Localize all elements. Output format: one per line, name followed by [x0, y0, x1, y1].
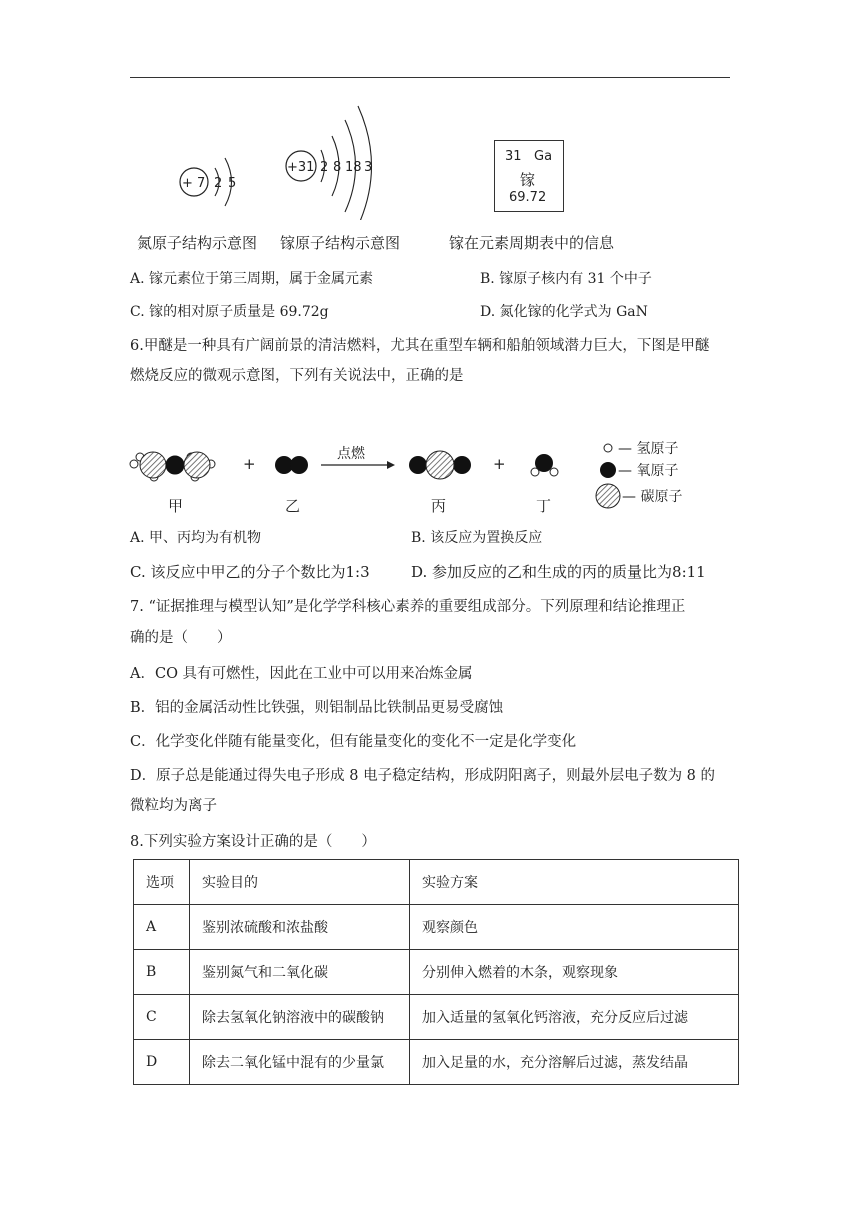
q6-option-c: C. 该反应中甲乙的分子个数比为1:3 — [130, 563, 370, 581]
legend-c-icon — [596, 484, 620, 508]
q8-stem: 8.下列实验方案设计正确的是（ ） — [130, 834, 376, 850]
legend-o-icon — [600, 462, 616, 478]
q7-stem-line2: 确的是（ ） — [130, 630, 232, 646]
gallium-shell-1-count: 2 — [320, 160, 329, 175]
nitrogen-caption: 氮原子结构示意图 — [137, 234, 258, 252]
pt-atomic-mass: 69.72 — [509, 190, 547, 205]
label-jia: 甲 — [168, 497, 184, 515]
q7-option-d-line2: 微粒均为离子 — [130, 798, 217, 814]
legend-o-label: — 氧原子 — [618, 463, 679, 479]
gallium-nucleus-label: +31 — [287, 160, 315, 175]
header-option: 选项 — [134, 860, 190, 905]
table-row — [134, 950, 739, 995]
q6-option-b: B. 该反应为置换反应 — [411, 530, 543, 546]
o-atom — [290, 456, 308, 474]
row-c-purpose: 除去氢氧化钠溶液中的碳酸钠 — [190, 995, 410, 1040]
label-bing: 丙 — [431, 497, 447, 515]
o-atom — [166, 456, 184, 474]
atom-structure-figure — [165, 100, 395, 220]
h-atom — [531, 468, 539, 476]
q5-option-b: B. 镓原子核内有 31 个中子 — [480, 271, 652, 287]
periodic-caption: 镓在元素周期表中的信息 — [449, 234, 615, 252]
q6-option-d: D. 参加反应的乙和生成的丙的质量比为8:11 — [411, 563, 706, 581]
molecule-ding — [531, 454, 558, 476]
reaction-diagram — [125, 435, 705, 525]
q7-option-b: B．铝的金属活动性比铁强，则铝制品比铁制品更易受腐蚀 — [130, 700, 504, 716]
row-d-option: D — [134, 1040, 190, 1085]
table-row — [134, 905, 739, 950]
q6-stem-line1: 6.甲醚是一种具有广阔前景的清洁燃料，尤其在重型车辆和船舶领域潜力巨大，下图是甲醚 — [130, 338, 710, 354]
row-b-option: B — [134, 950, 190, 995]
label-ding: 丁 — [536, 497, 552, 515]
gallium-atom-diagram — [286, 106, 372, 220]
nitrogen-shell-2-count: 5 — [228, 176, 237, 191]
q7-option-a: A．CO 具有可燃性，因此在工业中可以用来冶炼金属 — [130, 666, 473, 682]
o-atom — [453, 456, 471, 474]
header-purpose: 实验目的 — [190, 860, 410, 905]
c-atom — [426, 451, 454, 479]
row-b-purpose: 鉴别氮气和二氧化碳 — [190, 950, 410, 995]
row-a-plan: 观察颜色 — [410, 905, 739, 950]
table-row — [134, 995, 739, 1040]
q7-stem-line1: 7. “证据推理与模型认知”是化学学科核心素养的重要组成部分。下列原理和结论推理正 — [130, 599, 686, 615]
nitrogen-shell-1-count: 2 — [214, 176, 223, 191]
q7-option-c: C．化学变化伴随有能量变化，但有能量变化的变化不一定是化学变化 — [130, 734, 577, 750]
q5-option-c: C. 镓的相对原子质量是 69.72g — [130, 304, 329, 320]
row-d-plan: 加入足量的水，充分溶解后过滤，蒸发结晶 — [410, 1040, 739, 1085]
q7-option-d-line1: D．原子总是能通过得失电子形成 8 电子稳定结构，形成阴阳离子，则最外层电子数为 8 的 — [130, 768, 716, 784]
h-atom — [130, 460, 138, 468]
plus-sign-1: + — [243, 455, 256, 473]
table-header-row — [134, 860, 739, 905]
arrow-head — [387, 461, 395, 469]
legend-h-label: — 氢原子 — [618, 441, 679, 457]
gallium-caption: 镓原子结构示意图 — [280, 234, 401, 252]
row-a-purpose: 鉴别浓硫酸和浓盐酸 — [190, 905, 410, 950]
o-atom — [409, 456, 427, 474]
legend — [596, 441, 682, 508]
row-b-plan: 分别伸入燃着的木条，观察现象 — [410, 950, 739, 995]
header-plan: 实验方案 — [410, 860, 739, 905]
table-row — [134, 1040, 739, 1085]
gallium-shell-4-count: 3 — [364, 160, 373, 175]
row-d-purpose: 除去二氧化锰中混有的少量氯 — [190, 1040, 410, 1085]
label-yi: 乙 — [285, 497, 301, 515]
row-a-option: A — [134, 905, 190, 950]
experiment-table — [133, 859, 739, 1085]
gallium-shell-3-count: 18 — [345, 160, 362, 175]
row-c-plan: 加入适量的氢氧化钙溶液，充分反应后过滤 — [410, 995, 739, 1040]
row-c-option: C — [134, 995, 190, 1040]
molecule-bing — [409, 451, 471, 479]
gallium-shell-2-count: 8 — [333, 160, 342, 175]
nitrogen-nucleus-label: + 7 — [182, 176, 206, 191]
q5-option-d: D. 氮化镓的化学式为 GaN — [480, 304, 648, 320]
molecule-jia — [130, 452, 215, 481]
arrow-label: 点燃 — [337, 446, 365, 462]
q5-option-a: A. 镓元素位于第三周期，属于金属元素 — [130, 271, 374, 287]
c-atom — [140, 452, 166, 478]
q6-stem-line2: 燃烧反应的微观示意图，下列有关说法中，正确的是 — [130, 368, 464, 384]
plus-sign-2: + — [493, 455, 506, 473]
molecule-yi — [275, 456, 308, 474]
header-rule — [130, 77, 730, 78]
nitrogen-atom-diagram — [180, 158, 236, 206]
legend-h-icon — [604, 444, 612, 452]
q6-option-a: A. 甲、丙均为有机物 — [130, 530, 262, 546]
periodic-table-cell — [494, 140, 564, 212]
h-atom — [550, 468, 558, 476]
pt-atomic-number: 31 — [505, 149, 522, 164]
c-atom — [184, 452, 210, 478]
pt-element-name: 镓 — [520, 171, 536, 189]
legend-c-label: — 碳原子 — [622, 489, 683, 505]
pt-symbol: Ga — [534, 149, 553, 164]
